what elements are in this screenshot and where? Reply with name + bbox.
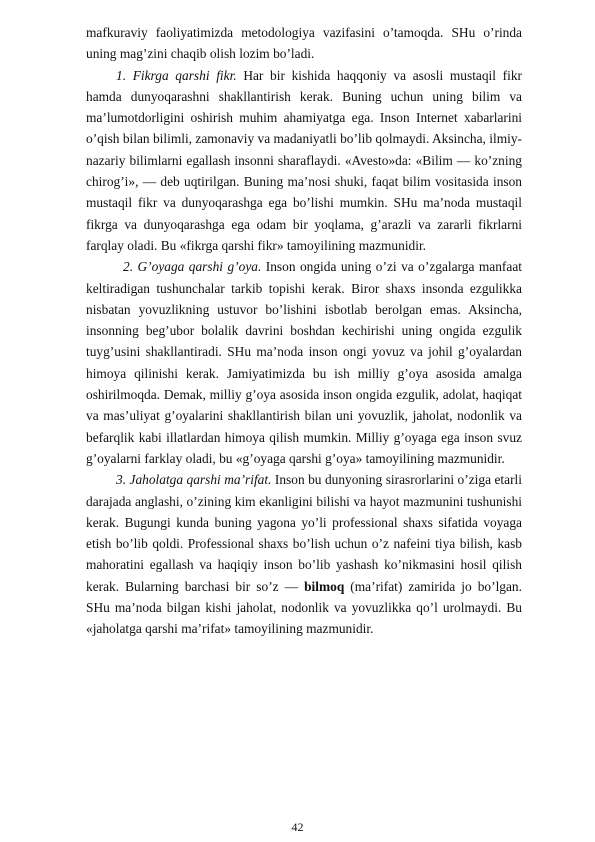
paragraph-intro — [86, 22, 522, 65]
principle-2-title: 2. G’oyaga qarshi g’oya. — [123, 259, 262, 275]
principle-3-bold-term: bilmoq — [304, 578, 345, 594]
document-body — [86, 22, 522, 640]
paragraph-principle-3 — [86, 469, 522, 639]
paragraph-intro-text: mafkuraviy faoliyatimizda metodologiya vazifasini o’tamoqda. SHu o’rinda uning mag’zini chaqib olish lozim bo’ladi. — [86, 25, 522, 62]
principle-2-text: Inson ongida uning o’zi va o’zgalarga manfaat keltiradigan tushunchalar tarkib topishi kerak. Biror shaxs insonda ezgulikka nisbatan yovuzlikning ustuvor bo’lishini isbotlab berolgan emas. Aksincha, insonning beg’ubor bolalik davrini boshdan kechirishi uning ongida ezgulik tuyg’usini shakllantiradi. SHu ma’noda inson ongi yovuz va johil g’oyalardan himoya qilinishi kerak. Jamiyatimizda bu ish milliy g’oya asosida amalga oshirilmoqda. Demak, milliy g’oya asosida inson ongida ezgulik, adolat, haqiqat va mas’uliyat g’oyalarini shakllantirish bilan uni yovuzlik, jaholat, nodonlik va befarqlik kabi illatlardan himoya qilish mumkin. Milliy g’oyaga ega inson svuz g’oyalarni farklay oladi, bu «g’oyaga qarshi g’oya» tamoyilining mazmunidir. — [86, 259, 522, 466]
page-number: 42 — [291, 820, 304, 834]
principle-1-text: Har bir kishida haqqoniy va asosli mustaqil fikr hamda dunyoqarashni shakllantirish kerak. Buning uchun uning bilim va ma’lumotdorligini oshirish muhim ahamiyatga ega. Inson Internet xabarlarini o’qish bilan bilimli, zamonaviy va madaniyatli bo’lib qolmaydi. Aksincha, ilmiy-nazariy bilimlarni egallash insonni sharaflaydi. «Avesto»da: «Bilim — ko’zning chirog’i», — deb uqtirilgan. Buning ma’nosi shuki, faqat bilim vositasida inson mustaqil fikr va dunyoqarashga ega bo’lishi mumkin. SHu ma’noda mustaqil fikrga va dunyoqarashga ega odam bir yoqlama, g’arazli va zararli fikrlarni farqlay oladi. Bu «fikrga qarshi fikr» tamoyilining mazmunidir. — [86, 67, 522, 253]
paragraph-principle-1 — [86, 65, 522, 257]
paragraph-principle-2 — [86, 256, 522, 469]
principle-3-text-after: (ma’rifat) zamirida jo bo’lgan. SHu ma’noda bilgan kishi jaholat, nodonlik va yovuzlikka qo’l urolmaydi. Bu «jaholatga qarshi ma’rifat» tamoyilining mazmunidir. — [86, 578, 522, 637]
principle-3-title: 3. Jaholatga qarshi ma’rifat. — [116, 472, 272, 488]
principle-1-title: 1. Fikrga qarshi fikr. — [116, 67, 237, 83]
principle-3-text-before: Inson bu dunyoning sirasrorlarini o’ziga etarli darajada anglashi, o’zining kim ekanligini bilishi va hayot mazmunini tushunishi kerak. Bugungi kunda buning yagona yo’li professional shaxs sifatida voyaga etish bo’lib qoldi. Professional shaxs bo’lish uchun o’z nafeini tiya bilish, kasb mahoratini egallash va haqiqiy inson bo’lib yashash ko’nikmasini hosil qilish kerak. Bularning barchasi bir so’z — — [86, 472, 522, 594]
